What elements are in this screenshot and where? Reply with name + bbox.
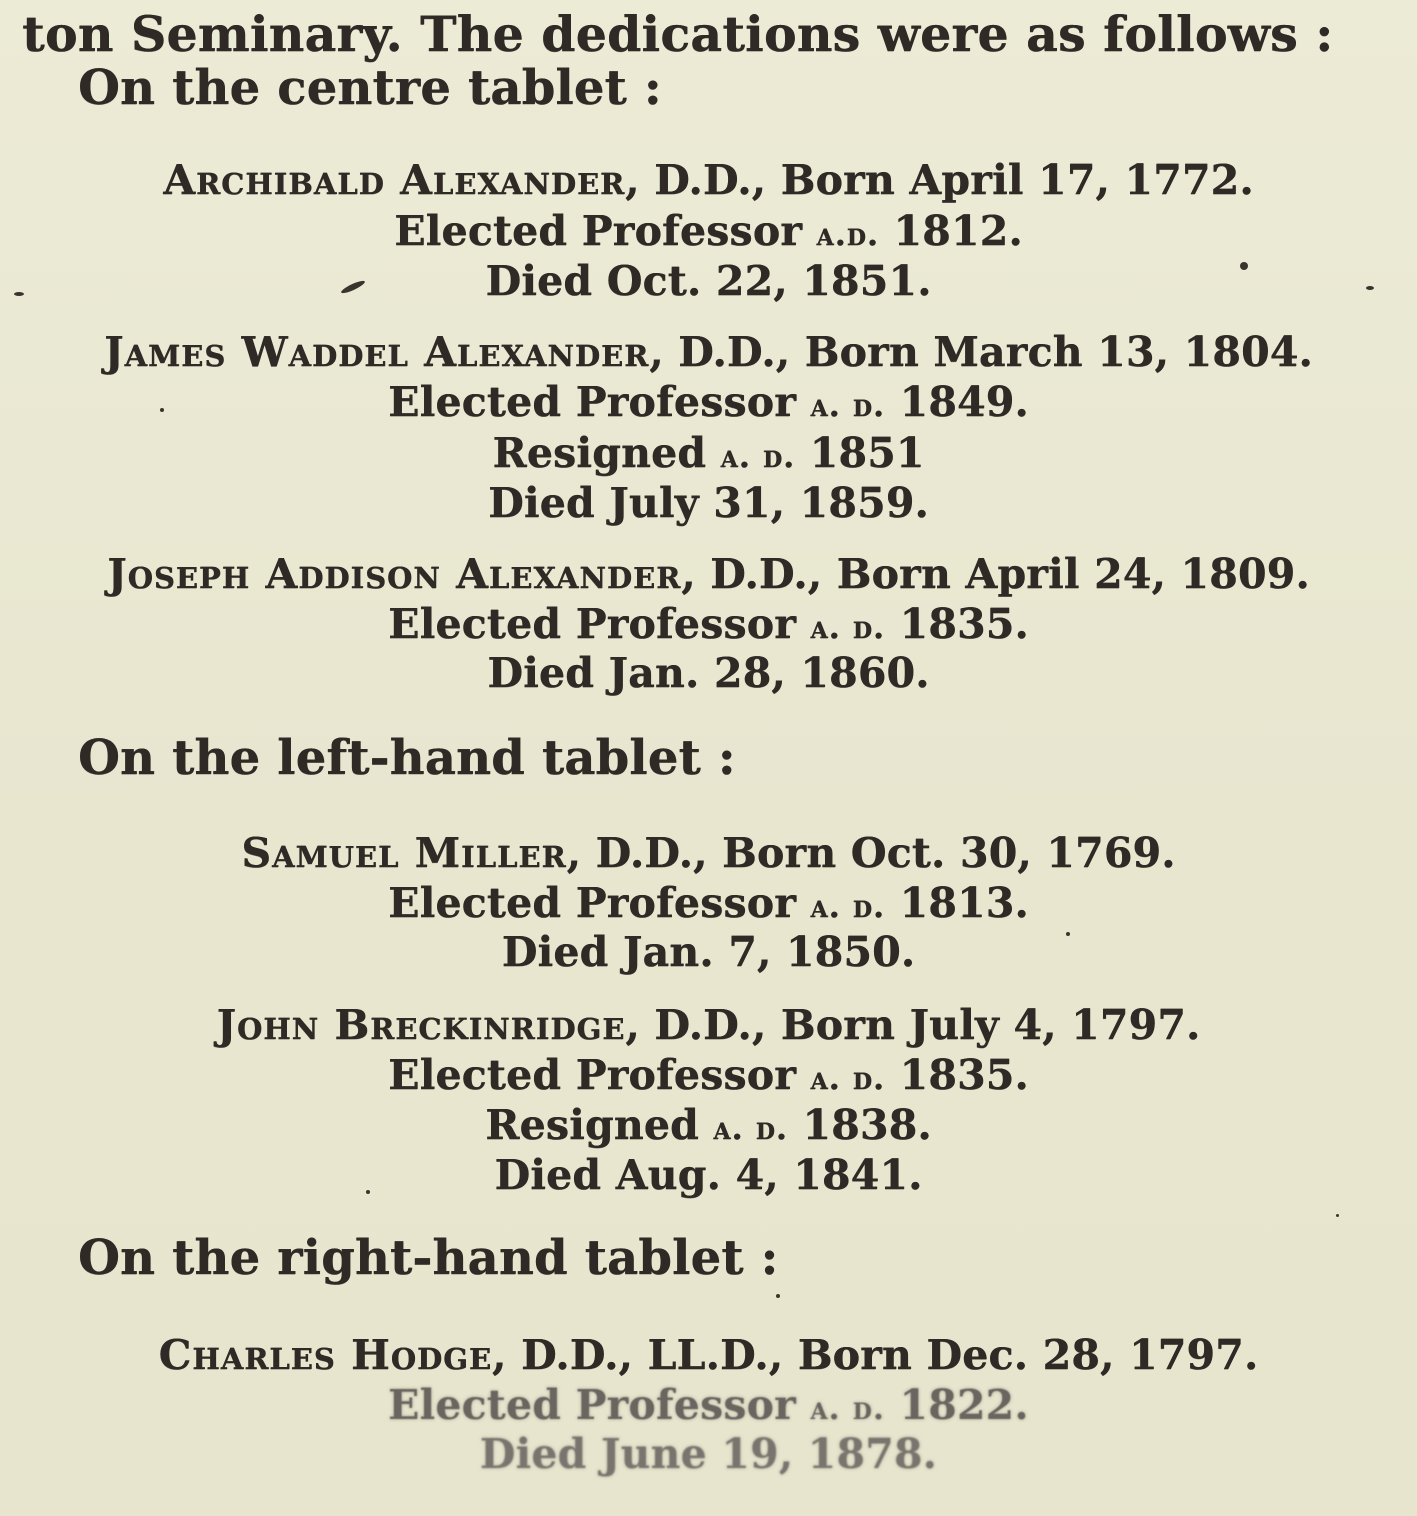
entry-detail-line — [0, 599, 1417, 652]
detail-text: Died Jan. 7, 1850. — [501, 928, 916, 976]
entry-detail-line — [0, 478, 1417, 531]
anno-domini: a. d. — [713, 1109, 788, 1147]
ink-speck — [14, 292, 24, 296]
person-name: John Breckinridge — [216, 1001, 626, 1049]
detail-text: Elected Professor — [388, 600, 811, 648]
intro-line: ton Seminary. The dedications were as follows : — [22, 5, 1334, 63]
detail-text: Elected Professor — [388, 1381, 811, 1429]
anno-domini: a. d. — [810, 1059, 886, 1097]
heading-right-hand-tablet: On the right-hand tablet : — [78, 1230, 779, 1286]
detail-year: 1849. — [885, 378, 1029, 426]
entry-name-line — [0, 1330, 1417, 1380]
entry-detail-line — [0, 878, 1417, 931]
detail-year: 1822. — [885, 1381, 1029, 1429]
birth-text: , D.D., Born March 13, 1804. — [649, 328, 1313, 376]
detail-text: Elected Professor — [388, 879, 811, 927]
entry-detail-line — [0, 648, 1417, 701]
entry-detail-line — [0, 1100, 1417, 1153]
person-name: Samuel Miller — [241, 829, 567, 877]
entry-detail-line — [0, 377, 1417, 430]
detail-text: Elected Professor — [394, 207, 817, 255]
entry-detail-line — [0, 428, 1417, 481]
person-name: Archibald Alexander — [163, 156, 626, 204]
anno-domini: a.d. — [816, 215, 879, 253]
detail-text: Elected Professor — [388, 378, 811, 426]
anno-domini: a. d. — [810, 608, 886, 646]
person-name: Joseph Addison Alexander — [107, 550, 682, 598]
detail-text: Died Aug. 4, 1841. — [494, 1151, 923, 1199]
entry-name-line — [0, 828, 1417, 878]
ink-speck — [1336, 1214, 1339, 1217]
ink-speck — [1066, 932, 1070, 936]
anno-domini: a. d. — [810, 887, 886, 925]
anno-domini: a. d. — [810, 386, 886, 424]
entry-detail-line — [0, 1429, 1417, 1482]
detail-text: Died Jan. 28, 1860. — [487, 649, 930, 697]
ink-speck — [1366, 286, 1374, 290]
detail-year: 1835. — [885, 600, 1029, 648]
detail-text: Died July 31, 1859. — [488, 479, 929, 527]
detail-text: Elected Professor — [388, 1051, 811, 1099]
anno-domini: a. d. — [720, 437, 796, 475]
detail-text: Died Oct. 22, 1851. — [485, 257, 932, 305]
anno-domini: a. d. — [810, 1389, 886, 1427]
entry-detail-line — [0, 1380, 1417, 1433]
detail-text: Resigned — [485, 1101, 714, 1149]
entry-name-line — [0, 1000, 1417, 1050]
entry-detail-line — [0, 927, 1417, 980]
birth-text: , D.D., Born April 17, 1772. — [625, 156, 1254, 204]
detail-year: 1812. — [878, 207, 1023, 255]
entry-name-line — [0, 549, 1417, 599]
detail-text: Resigned — [492, 429, 721, 477]
ink-speck — [366, 1190, 370, 1194]
heading-left-hand-tablet: On the left-hand tablet : — [78, 730, 736, 786]
detail-year: 1851 — [795, 429, 925, 477]
ink-speck — [1240, 262, 1248, 270]
entry-detail-line — [0, 1050, 1417, 1103]
person-name: Charles Hodge — [158, 1331, 493, 1379]
detail-year: 1835. — [885, 1051, 1029, 1099]
detail-year: 1813. — [885, 879, 1029, 927]
ink-speck — [776, 1294, 780, 1298]
birth-text: , D.D., LL.D., Born Dec. 28, 1797. — [492, 1331, 1259, 1379]
entry-detail-line — [0, 206, 1417, 259]
birth-text: , D.D., Born July 4, 1797. — [625, 1001, 1201, 1049]
entry-name-line — [0, 155, 1417, 205]
entry-name-line — [0, 327, 1417, 377]
birth-text: , D.D., Born April 24, 1809. — [681, 550, 1310, 598]
detail-year: 1838. — [787, 1101, 932, 1149]
detail-text: Died June 19, 1878. — [479, 1430, 938, 1478]
person-name: James Waddel Alexander — [104, 328, 650, 376]
ink-speck — [160, 408, 164, 412]
entry-detail-line — [0, 1150, 1417, 1203]
heading-centre-tablet: On the centre tablet : — [78, 60, 662, 116]
birth-text: , D.D., Born Oct. 30, 1769. — [566, 829, 1176, 877]
entry-detail-line — [0, 256, 1417, 309]
